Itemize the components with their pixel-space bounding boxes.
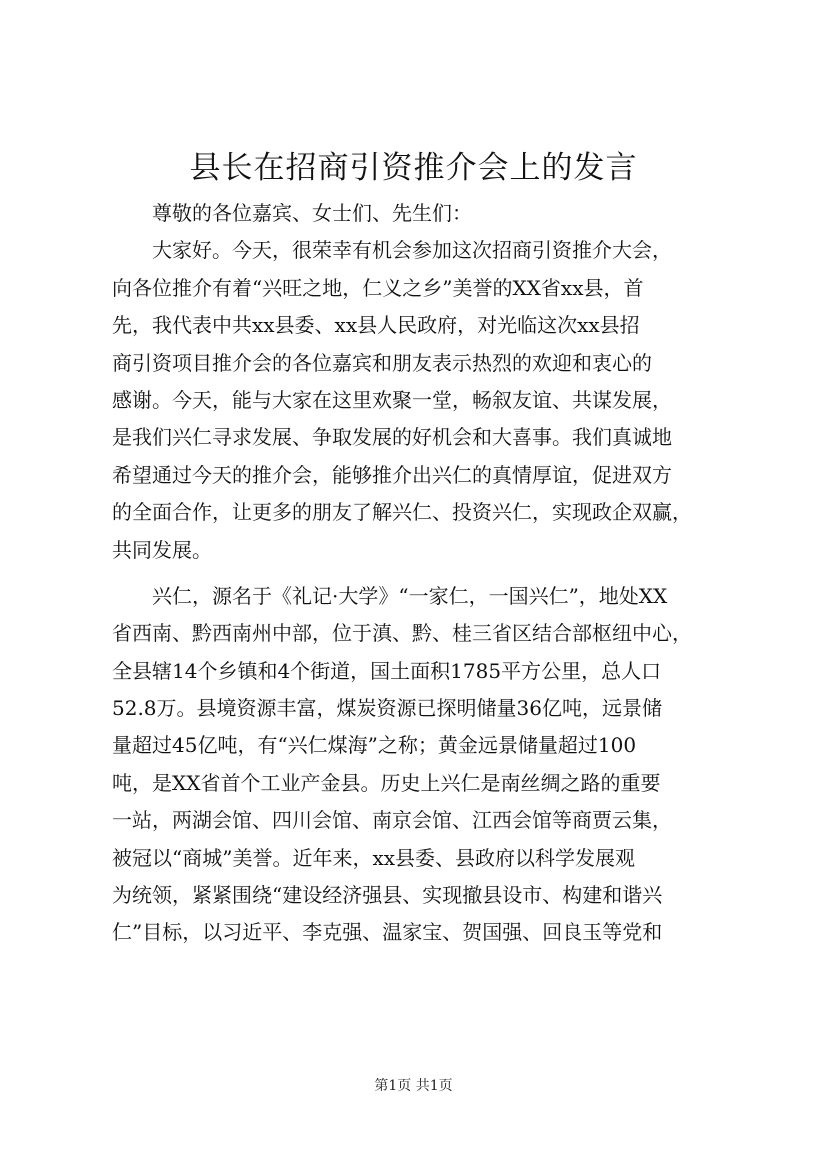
salutation-line: 尊敬的各位嘉宾、女士们、先生们： [112, 201, 472, 225]
text-line: 感谢。今天，能与大家在这里欢聚一堂，畅叙友谊、共谋发展， [112, 387, 672, 412]
document-body [112, 195, 732, 952]
text-line: 大家好。今天，很荣幸有机会参加这次招商引资推介大会， [112, 238, 672, 263]
paragraph-spacer [112, 569, 732, 578]
text-line: 希望通过今天的推介会，能够推介出兴仁的真情厚谊，促进双方 [112, 462, 672, 487]
text-line: 先，我代表中共xx县委、xx县人民政府，对光临这次xx县招 [112, 313, 640, 338]
text-line: 仁”目标，以习近平、李克强、温家宝、贺国强、回良玉等党和 [112, 920, 663, 945]
text-line: 全县辖14个乡镇和4个街道，国土面积1785平方公里，总人口 [112, 658, 662, 683]
text-line: 52.8万。县境资源丰富，煤炭资源已探明储量36亿吨，远景储 [112, 696, 662, 721]
page-footer: 第1页 共1页 [374, 1078, 453, 1094]
text-line: 的全面合作，让更多的朋友了解兴仁、投资兴仁，实现政企双赢， [112, 500, 692, 525]
text-line: 吨，是XX省首个工业产金县。历史上兴仁是南丝绸之路的重要 [112, 770, 661, 795]
text-line: 被冠以“商城”美誉。近年来，xx县委、县政府以科学发展观 [112, 845, 636, 870]
document-title: 县长在招商引资推介会上的发言 [189, 150, 638, 186]
text-line: 向各位推介有着“兴旺之地，仁义之乡”美誉的XX省xx县，首 [112, 275, 644, 300]
text-line: 商引资项目推介会的各位嘉宾和朋友表示热烈的欢迎和衷心的 [112, 350, 652, 375]
text-line: 量超过45亿吨，有“兴仁煤海”之称；黄金远景储量超过100 [112, 733, 637, 758]
text-line: 是我们兴仁寻求发展、争取发展的好机会和大喜事。我们真诚地 [112, 425, 672, 450]
text-line: 共同发展。 [112, 537, 212, 562]
text-line: 为统领，紧紧围绕“建设经济强县、实现撤县设市、构建和谐兴 [112, 883, 663, 908]
text-line: 一站，两湖会馆、四川会馆、南京会馆、江西会馆等商贾云集， [112, 808, 672, 833]
text-line: 省西南、黔西南州中部，位于滇、黔、桂三省区结合部枢纽中心， [112, 621, 692, 646]
text-line: 兴仁，源名于《礼记·大学》“一家仁，一国兴仁”，地处XX [112, 583, 668, 608]
